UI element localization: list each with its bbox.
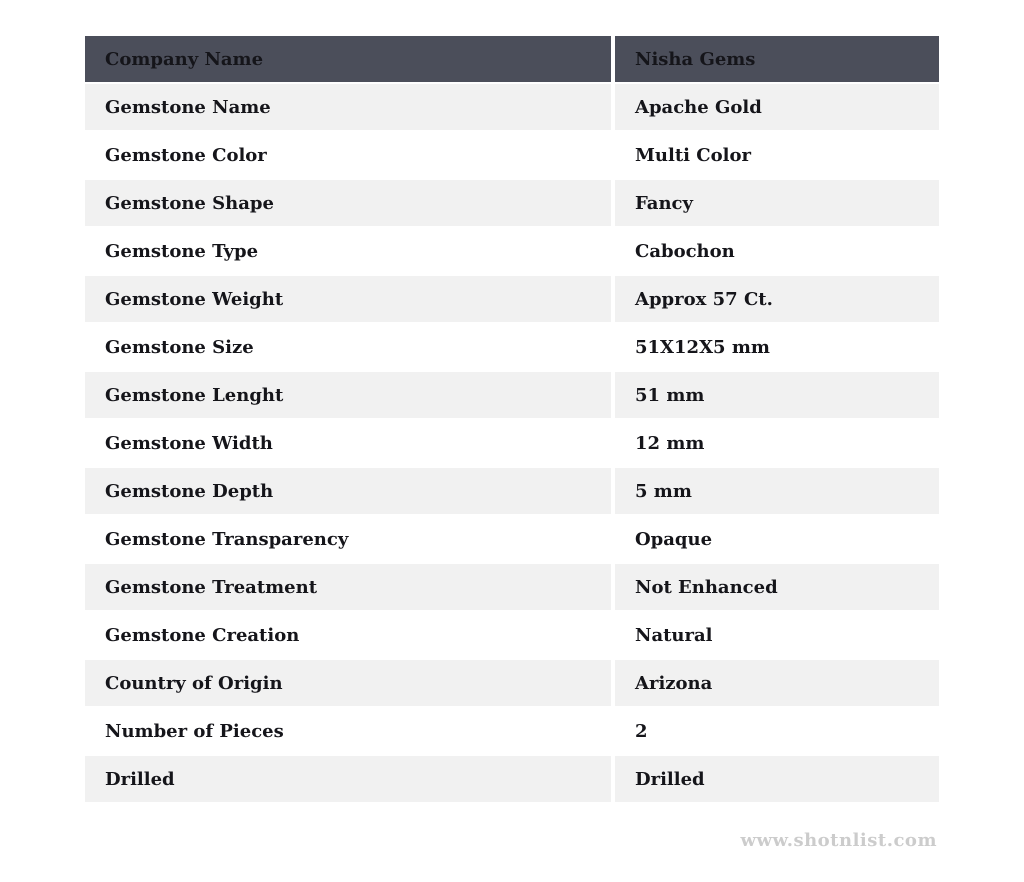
table-row-label: Gemstone Treatment	[85, 564, 611, 610]
table-row-value: 5 mm	[615, 468, 939, 514]
table-row-value: Multi Color	[615, 132, 939, 178]
table-row-label: Number of Pieces	[85, 708, 611, 754]
table-row-value: Natural	[615, 612, 939, 658]
table-row-label: Gemstone Weight	[85, 276, 611, 322]
table-row-value: Drilled	[615, 756, 939, 802]
table-row-value: 2	[615, 708, 939, 754]
table-row-label: Country of Origin	[85, 660, 611, 706]
table-row-value: Apache Gold	[615, 84, 939, 130]
table-row-label: Gemstone Shape	[85, 180, 611, 226]
table-header-label: Company Name	[85, 36, 611, 82]
table-row-value: 12 mm	[615, 420, 939, 466]
spec-table	[85, 36, 939, 802]
table-row-value: Fancy	[615, 180, 939, 226]
table-row-label: Gemstone Type	[85, 228, 611, 274]
table-row-value: Approx 57 Ct.	[615, 276, 939, 322]
table-row-value: Arizona	[615, 660, 939, 706]
table-row-label: Gemstone Creation	[85, 612, 611, 658]
table-row-value: Not Enhanced	[615, 564, 939, 610]
watermark-text: www.shotnlist.com	[740, 830, 937, 851]
table-row-label: Gemstone Lenght	[85, 372, 611, 418]
table-row-label: Drilled	[85, 756, 611, 802]
table-row-value: Opaque	[615, 516, 939, 562]
table-row-label: Gemstone Color	[85, 132, 611, 178]
table-header-value: Nisha Gems	[615, 36, 939, 82]
table-row-label: Gemstone Transparency	[85, 516, 611, 562]
table-row-value: 51X12X5 mm	[615, 324, 939, 370]
table-row-label: Gemstone Name	[85, 84, 611, 130]
table-row-label: Gemstone Depth	[85, 468, 611, 514]
table-row-label: Gemstone Size	[85, 324, 611, 370]
table-row-value: 51 mm	[615, 372, 939, 418]
table-row-label: Gemstone Width	[85, 420, 611, 466]
table-row-value: Cabochon	[615, 228, 939, 274]
